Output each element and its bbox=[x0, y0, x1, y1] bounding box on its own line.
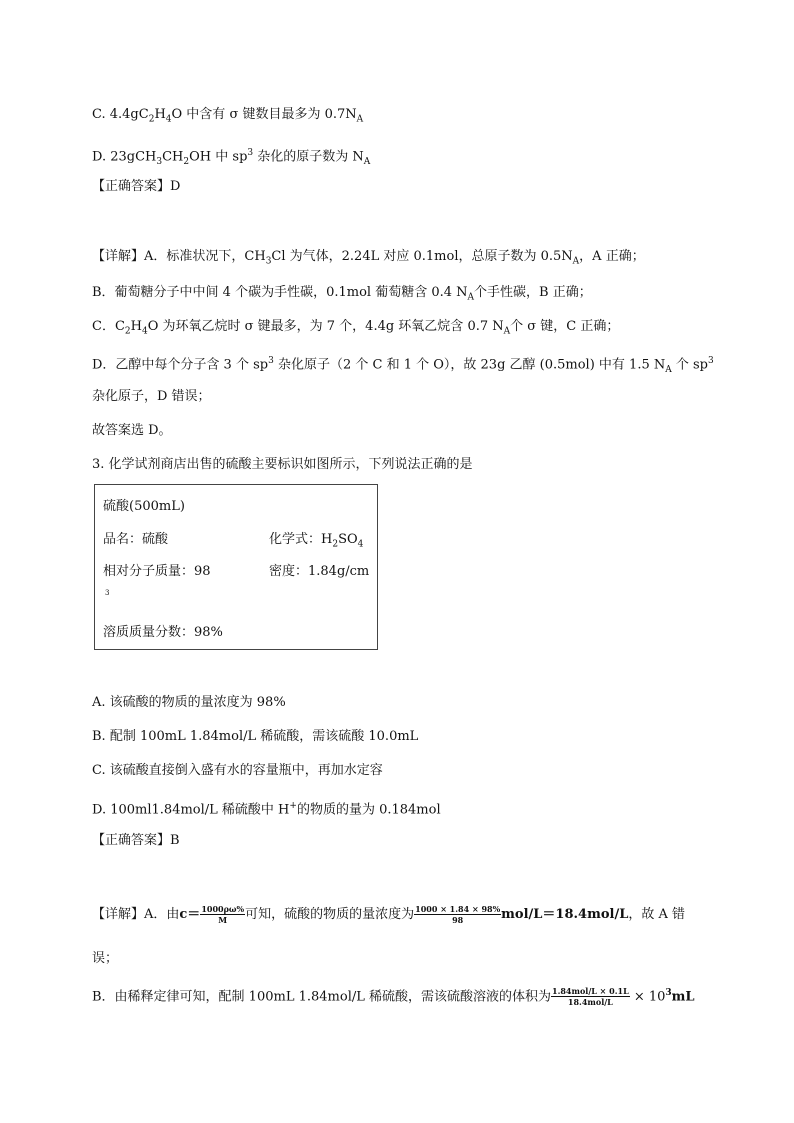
question-3: 3. 化学试剂商店出售的硫酸主要标识如图所示，下列说法正确的是 bbox=[92, 457, 473, 472]
label-density-exponent: 3 bbox=[105, 589, 110, 597]
label-mass-fraction: 溶质质量分数：98% bbox=[103, 625, 223, 640]
detail-c: C．$C_2H_4O$ 为环氧乙烷时 σ 键最多，为 7 个，4.4g 环氧乙烷含 0.7 $N_A$个 σ 键，C 正确； bbox=[92, 319, 620, 337]
detail2-a-continued: 误； bbox=[92, 951, 119, 966]
label-molar-mass: 相对分子质量：98 bbox=[103, 564, 211, 579]
answer-2: 【正确答案】B bbox=[92, 833, 180, 848]
detail-b: B．葡萄糖分子中中间 4 个碳为手性碳，0.1mol 葡萄糖含 0.4 $N_A$个手性碳，B 正确； bbox=[92, 285, 592, 303]
concentration-calc-fraction: $\frac{1000 \times 1.84 \times 98\%}{98}$ bbox=[415, 904, 501, 925]
concentration-formula-fraction: $\frac{1000\rho\omega\%}{M}$ bbox=[201, 904, 245, 925]
answer-1: 【正确答案】D bbox=[92, 179, 181, 194]
label-name: 品名：硫酸 bbox=[103, 532, 169, 547]
option-b: B. 配制 100mL 1.84mol/L 稀硫酸，需该硫酸 10.0mL bbox=[92, 729, 419, 744]
option-c-2: C. 该硫酸直接倒入盛有水的容量瓶中，再加水定容 bbox=[92, 763, 383, 778]
detail2-a: 【详解】A．由c＝ $\frac{1000\rho\omega\%}{M}$ 可知，硫酸的物质的量浓度为 $\frac{1000 \times 1.84 \times 98\%}{98}$ mol/L＝18.4mol/L，故 A 错 bbox=[92, 904, 685, 925]
detail2-b: B．由稀释定律可知，配制 100mL 1.84mol/L 稀硫酸，需该硫酸溶液的体积为 $\frac{\text{1.84mol/L × 0.1L}}{\text{18.4mol/L}}$ × $10^3mL$ bbox=[92, 986, 695, 1008]
detail-d-line1: D．乙醇中每个分子含 3 个 $sp^3$ 杂化原子（2 个 C 和 1 个 O），故 23g 乙醇 (0.5mol) 中有 1.5 $N_A$ 个 $sp^3$ bbox=[92, 356, 714, 375]
option-a: A. 该硫酸的物质的量浓度为 98% bbox=[92, 695, 286, 710]
sulfuric-acid-label-box bbox=[94, 484, 378, 650]
label-density: 密度：1.84g/cm bbox=[269, 564, 370, 579]
option-c: C. $4.4gC_2H_4O$ 中含有 σ 键数目最多为 $0.7N_A$ bbox=[92, 107, 364, 125]
label-title: 硫酸(500mL) bbox=[103, 499, 185, 514]
conclusion: 故答案选 D。 bbox=[92, 423, 172, 438]
option-d: D. $23gCH_3CH_2OH$ 中 $sp^3$ 杂化的原子数为 $N_A$ bbox=[92, 148, 371, 167]
label-formula: 化学式：$H_2SO_4$ bbox=[269, 532, 364, 550]
option-d-2: D. 100ml1.84mol/L 稀硫酸中 H+的物质的量为 0.184mol bbox=[92, 801, 441, 818]
detail-d-line2: 杂化原子，D 错误； bbox=[92, 389, 211, 404]
volume-calc-fraction: $\frac{\text{1.84mol/L × 0.1L}}{\text{18.4mol/L}}$ bbox=[552, 986, 629, 1008]
detail-a: 【详解】A．标准状况下，$CH_3Cl$ 为气体，2.24L 对应 0.1mol，总原子数为 $0.5N_A$，A 正确； bbox=[92, 249, 645, 267]
